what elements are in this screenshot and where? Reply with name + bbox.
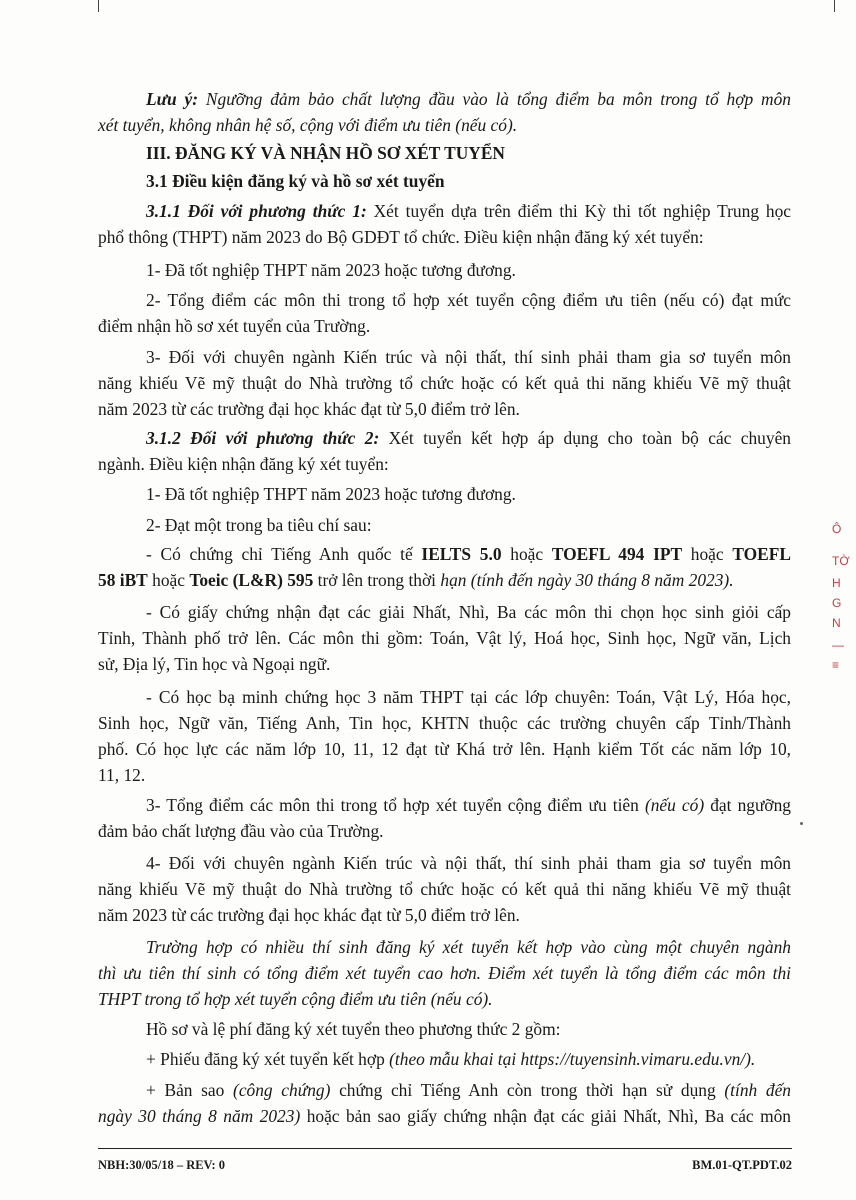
- criterion3-line1: - Có học bạ minh chứng học 3 năm THPT tại các lớp chuyên: Toán, Vật Lý, Hóa học,: [146, 687, 791, 707]
- method1-item2-2: điểm nhận hồ sơ xét tuyển của Trường.: [98, 316, 371, 336]
- dossier-item2: + Bản sao (công chứng) chứng chỉ Tiếng Anh còn trong thời hạn sử dụng (tính đến: [146, 1080, 792, 1100]
- document-page: Lưu ý: Ngưỡng đảm bảo chất lượng đầu vào là tổng điểm ba môn trong tổ hợp môn xét tuyển, không nhân hệ số, cộng với điểm ưu tiên (nếu có). III. ĐĂNG KÝ VÀ NHẬN HỒ SƠ XÉT TUYỂN 3.1 Điều kiện đăng ký và hồ sơ xét tuyển 3.1.1 Đối với phương thức 1: Xét tuyển dựa trên điểm thi Kỳ thi tốt nghiệp Trung học phổ thông (THPT) năm 2023 do Bộ GDĐT tổ chức. Điều kiện nhận đăng ký xét tuyển: 1- Đã tốt nghiệp THPT năm 2023 hoặc tương đương. 2- Tổng điểm các môn thi trong tổ hợp xét tuyển cộng điểm ưu tiên (nếu có) đạt mức điểm nhận hồ sơ xét tuyển của Trường. 3- Đối với chuyên ngành Kiến trúc và nội thất, thí sinh phải tham gia sơ tuyển môn năng khiếu Vẽ mỹ thuật do Nhà trường tổ chức hoặc có kết quả thi năng khiếu Vẽ mỹ thuật năm 2023 từ các trường đại học khác đạt từ 5,0 điểm trở lên. 3.1.2 Đối với phương thức 2: Xét tuyển kết hợp áp dụng cho toàn bộ các chuyên ngành. Điều kiện nhận đăng ký xét tuyển: 1- Đã tốt nghiệp THPT năm 2023 hoặc tương đương. 2- Đạt một trong ba tiêu chí sau: - Có chứng chỉ Tiếng Anh quốc tế IELTS 5.0 hoặc TOEFL 494 IPT hoặc TOEFL 58 iBT hoặc Toeic (L&R) 595 trở lên trong thời hạn (tính đến ngày 30 tháng 8 năm 2023). - Có giấy chứng nhận đạt các giải Nhất, Nhì, Ba các môn thi chọn học sinh giỏi cấp Tỉnh, Thành phố trở lên. Các môn thi gồm: Toán, Vật lý, Hoá học, Sinh học, Ngữ văn, Lịch sử, Địa lý, Tin học và Ngoại ngữ. - Có học bạ minh chứng học 3 năm THPT tại các lớp chuyên: Toán, Vật Lý, Hóa học, Sinh học, Ngữ văn, Tiếng Anh, Tin học, KHTN thuộc các trường chuyên cấp Tỉnh/Thành phố. Có học lực các năm lớp 10, 11, 12 đạt từ Khá trở lên. Hạnh kiểm Tốt các năm lớp 10, 11, 12. 3- Tổng điểm các môn thi trong tổ hợp xét tuyển cộng điểm ưu tiên (nếu có) đạt ngưỡng đảm bảo chất lượng đầu vào của Trường. 4- Đối với chuyên ngành Kiến trúc và nội thất, thí sinh phải tham gia sơ tuyển môn năng khiếu Vẽ mỹ thuật do Nhà trường tổ chức hoặc có kết quả thi năng khiếu Vẽ mỹ thuật năm 2023 từ các trường đại học khác đạt từ 5,0 điểm trở lên. Trường hợp có nhiều thí sinh đăng ký xét tuyển kết hợp vào cùng một chuyên ngành thì ưu tiên thí sinh có tổng điểm xét tuyển cao hơn. Điểm xét tuyển là tổng điểm các môn thi THPT trong tổ hợp xét tuyển cộng điểm ưu tiên (nếu có). Hồ sơ và lệ phí đăng ký xét tuyển theo phương thức 2 gồm: + Phiếu đăng ký xét tuyển kết hợp (theo mẫu khai tại https://tuyensinh.vimaru.edu.vn/). + Bản sao (công chứng) chứng chỉ Tiếng Anh còn trong thời hạn sử dụng (tính đến ngày 30 tháng 8 năm 2023) hoặc bản sao giấy chứng nhận đạt các giải Nhất, Nhì, Ba các môn Ô TỜ H G N — ≡ NBH:30/05/18 – REV: 0 BM.01-QT.PDT.02: [0, 0, 856, 1200]
- crop-mark-right: [834, 0, 835, 12]
- criterion3-line3: phố. Có học lực các năm lớp 10, 11, 12 đạt từ Khá trở lên. Hạnh kiểm Tốt các năm lớp 10,: [98, 739, 791, 759]
- method2-item3-2: đảm bảo chất lượng đầu vào của Trường.: [98, 821, 384, 841]
- method1-item2: 2- Tổng điểm các môn thi trong tổ hợp xét tuyển cộng điểm ưu tiên (nếu có) đạt mức: [146, 290, 791, 310]
- note-text: Ngưỡng đảm bảo chất lượng đầu vào là tổng điểm ba môn trong tổ hợp môn: [198, 89, 792, 109]
- criterion1-line1: - Có chứng chỉ Tiếng Anh quốc tế IELTS 5.0 hoặc TOEFL 494 IPT hoặc TOEFL: [146, 544, 791, 564]
- method2-item2: 2- Đạt một trong ba tiêu chí sau:: [146, 515, 372, 535]
- footer-rule: [98, 1148, 792, 1149]
- priority-line3: THPT trong tổ hợp xét tuyển cộng điểm ưu tiên (nếu có).: [98, 989, 493, 1009]
- dossier-intro: Hồ sơ và lệ phí đăng ký xét tuyển theo phương thức 2 gồm:: [146, 1019, 561, 1039]
- method1-text: Xét tuyển dựa trên điểm thi Kỳ thi tốt nghiệp Trung học: [366, 201, 791, 221]
- priority-line2: thì ưu tiên thí sinh có tổng điểm xét tuyển cao hơn. Điểm xét tuyển là tổng điểm các môn thi: [98, 963, 791, 983]
- method2-text: Xét tuyển kết hợp áp dụng cho toàn bộ các chuyên: [379, 428, 791, 448]
- footer-right: BM.01-QT.PDT.02: [692, 1158, 792, 1172]
- method2-text-2: ngành. Điều kiện nhận đăng ký xét tuyển:: [98, 454, 389, 474]
- method1-item1: 1- Đã tốt nghiệp THPT năm 2023 hoặc tương đương.: [146, 260, 516, 280]
- criterion2-line2: Tỉnh, Thành phố trở lên. Các môn thi gồm: Toán, Vật lý, Hoá học, Sinh học, Ngữ văn, Lịch: [98, 628, 791, 648]
- method1-label: 3.1.1 Đối với phương thức 1:: [146, 201, 367, 221]
- note-label: Lưu ý:: [146, 89, 199, 109]
- note-text-2: xét tuyển, không nhân hệ số, cộng với điểm ưu tiên (nếu có).: [98, 115, 518, 135]
- criterion1-line2: 58 iBT hoặc Toeic (L&R) 595 trở lên trong thời hạn (tính đến ngày 30 tháng 8 năm 2023).: [98, 570, 734, 590]
- method1-item3-3: năm 2023 từ các trường đại học khác đạt từ 5,0 điểm trở lên.: [98, 399, 520, 419]
- criterion2-line3: sử, Địa lý, Tin học và Ngoại ngữ.: [98, 654, 331, 674]
- method1-item3: 3- Đối với chuyên ngành Kiến trúc và nội thất, thí sinh phải tham gia sơ tuyển môn: [146, 347, 791, 367]
- method2-item4-2: năng khiếu Vẽ mỹ thuật do Nhà trường tổ chức hoặc có kết quả thi năng khiếu Vẽ mỹ thuật: [98, 879, 791, 899]
- section-heading: III. ĐĂNG KÝ VÀ NHẬN HỒ SƠ XÉT TUYỂN: [146, 143, 505, 163]
- subsection-heading: 3.1 Điều kiện đăng ký và hồ sơ xét tuyển: [146, 171, 445, 191]
- priority-line1: Trường hợp có nhiều thí sinh đăng ký xét tuyển kết hợp vào cùng một chuyên ngành: [146, 937, 791, 957]
- criterion3-line4: 11, 12.: [98, 765, 146, 785]
- method2-item4: 4- Đối với chuyên ngành Kiến trúc và nội thất, thí sinh phải tham gia sơ tuyển môn: [146, 853, 791, 873]
- criterion2-line1: - Có giấy chứng nhận đạt các giải Nhất, Nhì, Ba các môn thi chọn học sinh giỏi cấp: [146, 602, 791, 622]
- dossier-item1: + Phiếu đăng ký xét tuyển kết hợp (theo mẫu khai tại https://tuyensinh.vimaru.edu.vn/).: [146, 1049, 756, 1069]
- footer-left: NBH:30/05/18 – REV: 0: [98, 1158, 225, 1172]
- method2-item3: 3- Tổng điểm các môn thi trong tổ hợp xét tuyển cộng điểm ưu tiên (nếu có) đạt ngưỡng: [146, 795, 791, 815]
- method1-item3-2: năng khiếu Vẽ mỹ thuật do Nhà trường tổ chức hoặc có kết quả thi năng khiếu Vẽ mỹ thuật: [98, 373, 791, 393]
- method2-label: 3.1.2 Đối với phương thức 2:: [146, 428, 380, 448]
- method2-item4-3: năm 2023 từ các trường đại học khác đạt từ 5,0 điểm trở lên.: [98, 905, 520, 925]
- scan-speck: [800, 822, 803, 825]
- dossier-item2-2: ngày 30 tháng 8 năm 2023) hoặc bản sao giấy chứng nhận đạt các giải Nhất, Nhì, Ba các môn: [98, 1106, 792, 1126]
- crop-mark-left: [98, 0, 99, 12]
- criterion3-line2: Sinh học, Ngữ văn, Tiếng Anh, Tin học, KHTN thuộc các trường chuyên cấp Tỉnh/Thành: [98, 713, 791, 733]
- method1-text-2: phổ thông (THPT) năm 2023 do Bộ GDĐT tổ chức. Điều kiện nhận đăng ký xét tuyển:: [98, 227, 704, 247]
- method2-item1: 1- Đã tốt nghiệp THPT năm 2023 hoặc tương đương.: [146, 484, 516, 504]
